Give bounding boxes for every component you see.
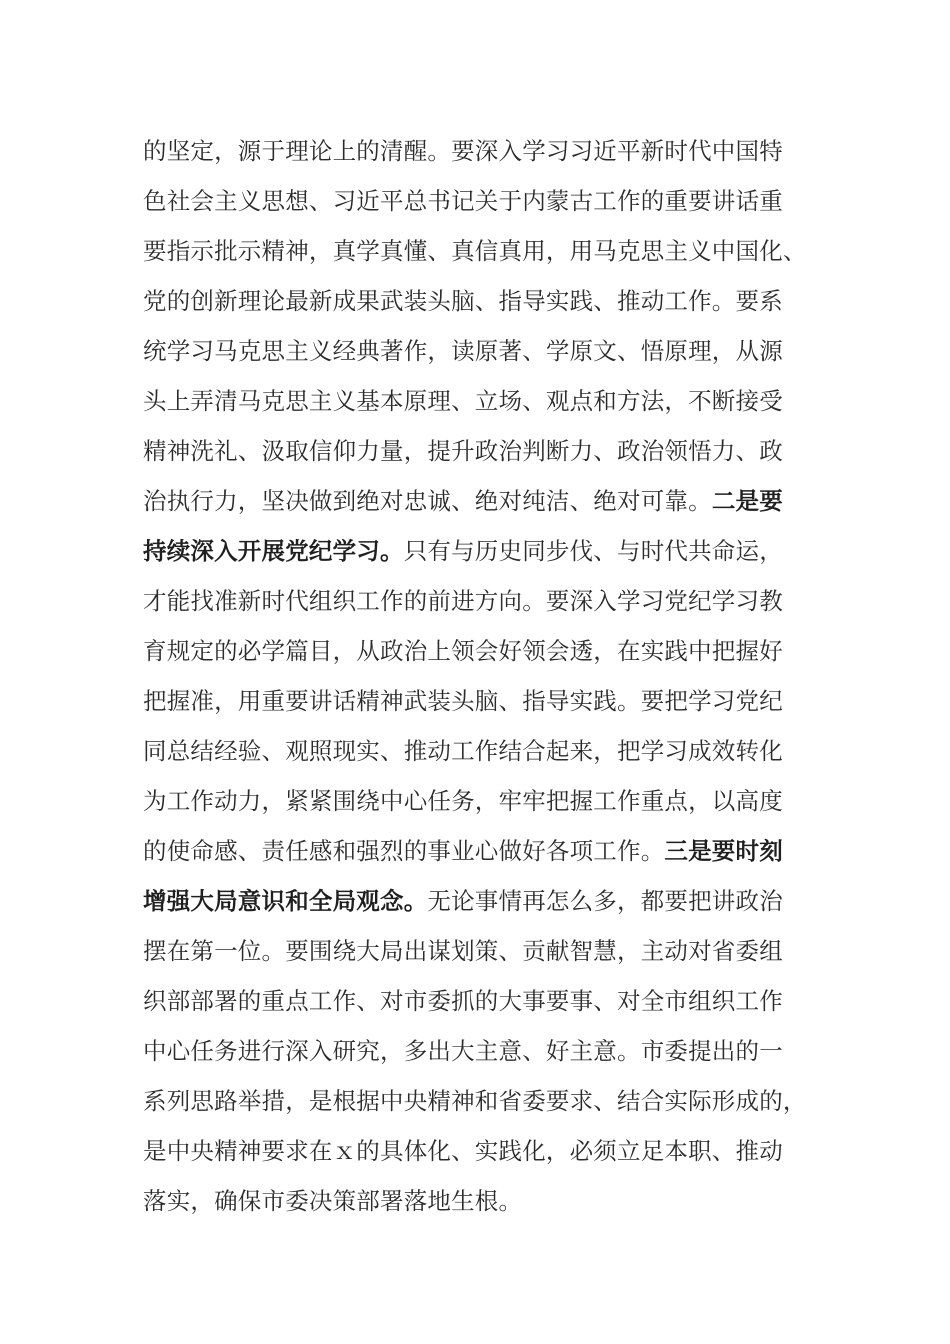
body-text: 才能找准新时代组织工作的前进方向。要深入学习党纪学习教 — [143, 587, 783, 615]
body-text: 育规定的必学篇目，从政治上领会好领会透，在实践中把握好 — [143, 637, 783, 665]
body-text: 色社会主义思想、习近平总书记关于内蒙古工作的重要讲话重 — [143, 187, 783, 215]
text-line — [143, 776, 813, 826]
text-line — [143, 326, 813, 376]
body-text: 为工作动力，紧紧围绕中心任务，牢牢把握工作重点，以高度 — [143, 787, 783, 815]
text-line — [143, 976, 813, 1026]
text-line — [143, 876, 813, 926]
text-line — [143, 626, 813, 676]
text-line — [143, 176, 813, 226]
body-text: 治执行力，坚决做到绝对忠诚、绝对纯洁、绝对可靠。 — [143, 487, 712, 515]
text-line — [143, 1176, 813, 1226]
text-line — [143, 576, 813, 626]
bold-heading-text: 持续深入开展党纪学习。 — [143, 537, 404, 565]
body-text: 只有与历史同步伐、与时代共命运， — [403, 537, 783, 565]
body-text: 织部部署的重点工作、对市委抓的大事要事、对全市组织工作 — [143, 987, 783, 1015]
text-line — [143, 426, 813, 476]
body-text: 是中央精神要求在ｘ的具体化、实践化，必须立足本职、推动 — [143, 1137, 783, 1165]
body-text: 中心任务进行深入研究，多出大主意、好主意。市委提出的一 — [143, 1037, 783, 1065]
text-line — [143, 926, 813, 976]
body-text: 同总结经验、观照现实、推动工作结合起来，把学习成效转化 — [143, 737, 783, 765]
bold-heading-text: 增强大局意识和全局观念。 — [143, 887, 428, 915]
bold-heading-text: 三是要时刻 — [664, 837, 783, 865]
text-line — [143, 1126, 813, 1176]
text-line — [143, 376, 813, 426]
body-text: 要指示批示精神，真学真懂、真信真用，用马克思主义中国化、 — [143, 237, 807, 265]
text-line — [143, 476, 813, 526]
text-line — [143, 676, 813, 726]
text-line — [143, 126, 813, 176]
text-line — [143, 226, 813, 276]
body-text: 落实，确保市委决策部署落地生根。 — [143, 1187, 523, 1215]
text-line — [143, 1026, 813, 1076]
body-text: 系列思路举措，是根据中央精神和省委要求、结合实际形成的， — [143, 1087, 807, 1115]
body-text: 精神洗礼、汲取信仰力量，提升政治判断力、政治领悟力、政 — [143, 437, 783, 465]
body-text: 头上弄清马克思主义基本原理、立场、观点和方法，不断接受 — [143, 387, 783, 415]
text-line — [143, 826, 813, 876]
body-text: 统学习马克思主义经典著作，读原著、学原文、悟原理，从源 — [143, 337, 783, 365]
text-line — [143, 726, 813, 776]
body-text: 的使命感、责任感和强烈的事业心做好各项工作。 — [143, 837, 665, 865]
body-paragraph — [143, 126, 813, 1226]
body-text: 的坚定，源于理论上的清醒。要深入学习习近平新时代中国特 — [143, 137, 783, 165]
body-text: 摆在第一位。要围绕大局出谋划策、贡献智慧，主动对省委组 — [143, 937, 783, 965]
text-line — [143, 526, 813, 576]
text-line — [143, 276, 813, 326]
body-text: 把握准，用重要讲话精神武装头脑、指导实践。要把学习党纪 — [143, 687, 783, 715]
body-text: 党的创新理论最新成果武装头脑、指导实践、推动工作。要系 — [143, 287, 783, 315]
text-line — [143, 1076, 813, 1126]
body-text: 无论事情再怎么多，都要把讲政治 — [427, 887, 783, 915]
bold-heading-text: 二是要 — [711, 487, 783, 515]
